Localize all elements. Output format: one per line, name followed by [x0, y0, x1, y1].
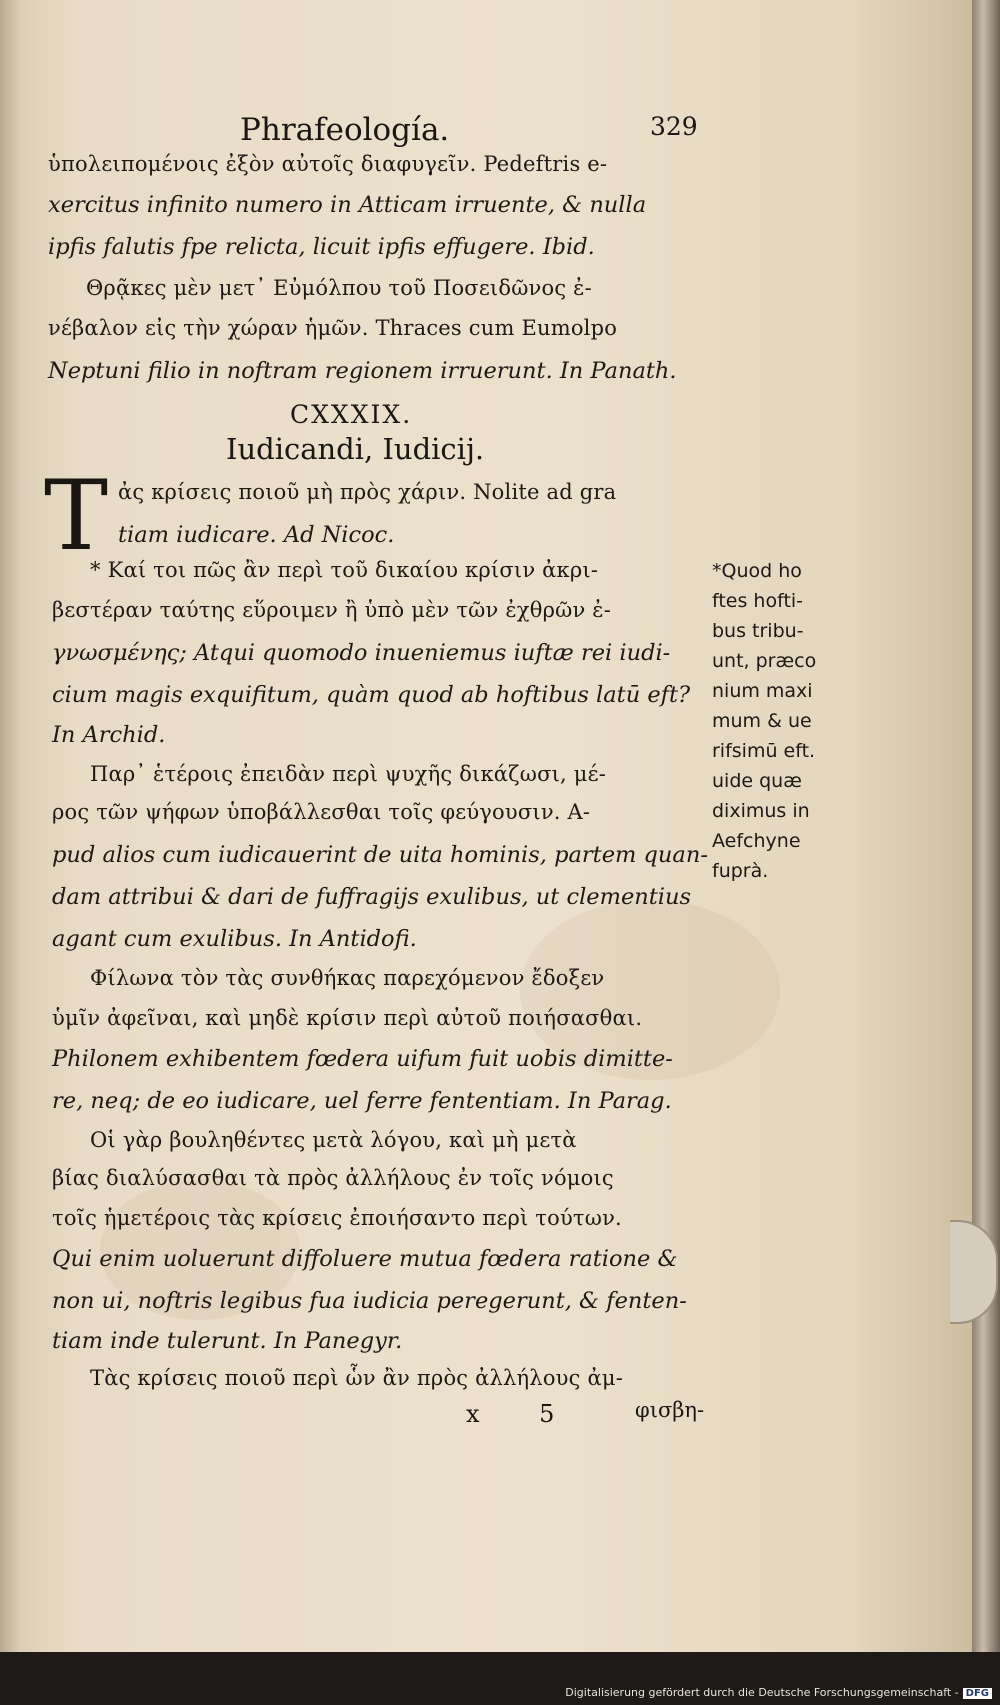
running-head-title: Phrafeología. — [240, 112, 450, 148]
section-line: pud alios cum iudicauerint de uita hominis, partem quan- — [52, 842, 708, 868]
body-line: Θρᾷκες μὲν μετ᾽ Εὐμόλπου τοῦ Ποσειδῶνος ἐ- — [86, 276, 592, 300]
section-line: γνωσμένης; Atqui quomodo inueniemus iuftæ rei iudi- — [52, 640, 671, 666]
section-line: Philonem exhibentem fœdera uifum fuit uobis dimitte- — [52, 1046, 673, 1072]
section-line: tiam inde tulerunt. In Panegyr. — [52, 1328, 403, 1354]
signature-mark: x 5 — [466, 1400, 581, 1428]
section-line: ὑμῖν ἀφεῖναι, καὶ μηδὲ κρίσιν περὶ αὐτοῦ ποιήσασθαι. — [52, 1006, 643, 1030]
section-line: ρος τῶν ψήφων ὑποβάλλεσθαι τοῖς φεύγουσιν. A- — [52, 800, 591, 824]
body-line: xercitus infinito numero in Atticam irruente, & nulla — [48, 192, 647, 218]
section-line: * Καί τοι πῶς ἂν περὶ τοῦ δικαίου κρίσιν ἀκρι- — [90, 558, 599, 582]
section-line: Τὰς κρίσεις ποιοῦ περὶ ὧν ἂν πρὸς ἀλλήλους ἀμ- — [90, 1366, 623, 1390]
section-line: re, neq; de eo iudicare, uel ferre fententiam. In Parag. — [52, 1088, 672, 1114]
section-line: Φίλωνα τὸν τὰς συνθήκας παρεχόμενον ἔδοξεν — [90, 966, 605, 990]
section-line: tiam iudicare. Ad Nicoc. — [118, 522, 395, 548]
footer-credit — [565, 1686, 992, 1699]
section-line: Οἱ γὰρ βουληθέντες μετὰ λόγου, καὶ μὴ μετὰ — [90, 1128, 577, 1152]
section-line: dam attribui & dari de fuffragijs exulibus, ut clementius — [52, 884, 692, 910]
marginal-note-line: ftes hofti- — [712, 590, 804, 612]
marginal-note-line: bus tribu- — [712, 620, 804, 642]
marginal-note-line: diximus in — [712, 800, 810, 822]
section-line: Παρ᾽ ἑτέροις ἐπειδὰν περὶ ψυχῆς δικάζωσι, μέ- — [90, 762, 607, 786]
footer-credit-text: Digitalisierung gefördert durch die Deutsche Forschungsgemeinschaft - — [565, 1686, 959, 1699]
marginal-note-line: uide quæ — [712, 770, 802, 792]
section-line: cium magis exquifitum, quàm quod ab hoftibus latū eft? — [52, 682, 691, 708]
marginal-note-line: Aefchyne — [712, 830, 801, 852]
section-line: βεστέραν ταύτης εὕροιμεν ἢ ὑπὸ μὲν τῶν ἐχθρῶν ἐ- — [52, 598, 612, 622]
page-gutter-shadow — [0, 0, 22, 1652]
body-line: νέβαλον εἰς τὴν χώραν ἡμῶν. Thraces cum Eumolpo — [48, 316, 618, 340]
section-line: τοῖς ἡμετέροις τὰς κρίσεις ἐποιήσαντο περὶ τούτων. — [52, 1206, 622, 1230]
section-line: non ui, noftris legibus fua iudicia peregerunt, & fenten- — [52, 1288, 687, 1314]
dfg-logo-badge: DFG — [963, 1688, 992, 1699]
body-line: ipfis falutis fpe relicta, licuit ipfis effugere. Ibid. — [48, 234, 595, 260]
drop-capital: T — [44, 460, 109, 572]
marginal-note-line: nium maxi — [712, 680, 813, 702]
body-line: Neptuni filio in noftram regionem irruerunt. In Panath. — [48, 358, 677, 384]
marginal-note-line: unt, præco — [712, 650, 817, 672]
page-number: 329 — [650, 112, 698, 141]
section-line: Qui enim uoluerunt diffoluere mutua fœdera ratione & — [52, 1246, 678, 1272]
marginal-note-line: mum & ue — [712, 710, 812, 732]
marginal-note-line: fuprà. — [712, 860, 769, 882]
marginal-note-line: rifsimū eft. — [712, 740, 816, 762]
catchword: φισβη- — [635, 1398, 705, 1422]
section-line: ἀς κρίσεις ποιοῦ μὴ πρὸς χάριν. Nolite ad gra — [118, 480, 617, 504]
section-line: agant cum exulibus. In Antidofi. — [52, 926, 417, 952]
body-line: ὑπολειπομένοις ἐξὸν αὐτοῖς διαφυγεῖν. Pedeftris e- — [48, 152, 608, 176]
marginal-note — [712, 556, 862, 886]
marginal-note-line: *Quod ho — [712, 560, 802, 582]
page-edge — [972, 0, 1000, 1652]
section-title: Iudicandi, Iudicij. — [226, 432, 485, 466]
bottom-bar — [0, 1652, 1000, 1705]
section-line: βίας διαλύσασθαι τὰ πρὸς ἀλλήλους ἐν τοῖς νόμοις — [52, 1166, 614, 1190]
section-line: In Archid. — [52, 722, 166, 748]
section-number: CXXXIX. — [290, 400, 413, 429]
